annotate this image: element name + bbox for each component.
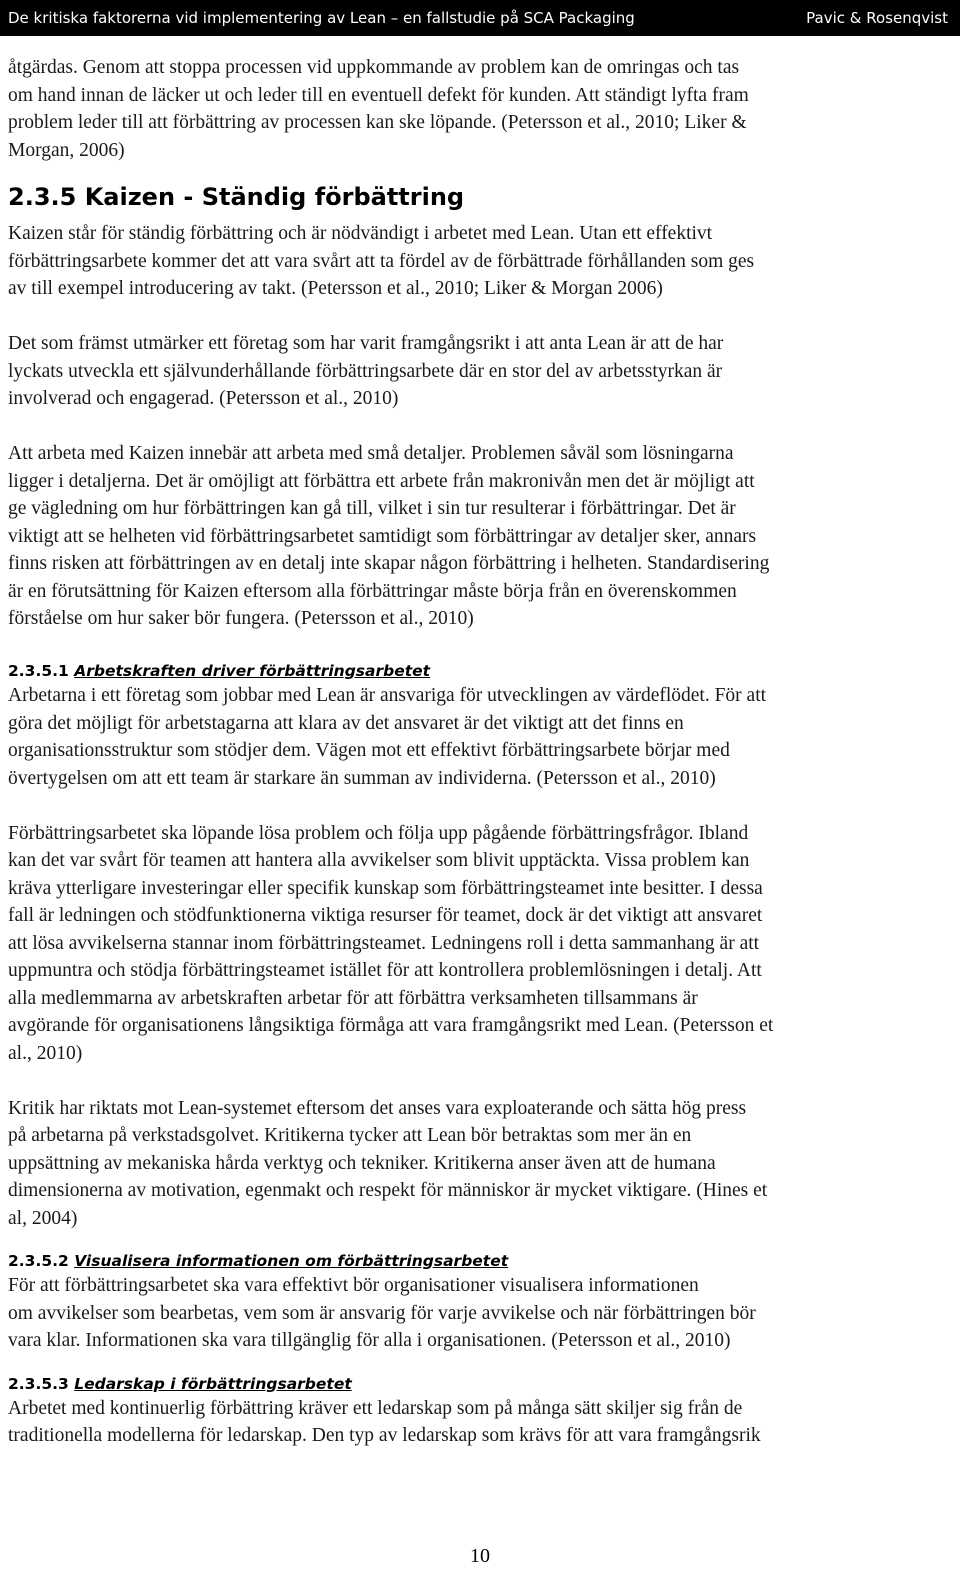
section-heading-2-3-5: 2.3.5 Kaizen - Ständig förbättring [8, 183, 465, 211]
page-body [8, 54, 948, 1450]
page-number: 10 [470, 1545, 490, 1567]
header-authors: Pavic & Rosenqvist [806, 9, 948, 27]
paragraph: Arbetet med kontinuerlig förbättring kräver ett ledarskap som på många sätt skiljer sig från de traditionella modellerna för ledarskap. Den typ av ledarskap som krävs för att vara framgångsrik [8, 1397, 761, 1446]
paragraph: Kaizen står för ständig förbättring och är nödvändigt i arbetet med Lean. Utan ett effektivt förbättringsarbete kommer det att vara svårt att ta fördel av de förbättrade förhållanden som ges av till exempel introducering av takt. (Petersson et al., 2010; Liker & Morgan 2006) [8, 223, 755, 299]
subsection-heading-2-3-5-2: 2.3.5.2 Visualisera informationen om förbättringsarbetet [8, 1252, 509, 1270]
paragraph: Kritik har riktats mot Lean-systemet eftersom det anses vara exploaterande och sätta hög press på arbetarna på verkstadsgolvet. Kritikerna tycker att Lean bör betraktas som mer än en uppsättning av mekaniska hårda verktyg och tekniker. Kritikerna anser även att de humana dimensionerna av motivation, egenmakt och respekt för människor är mycket viktigare. (Hines et al, 2004) [8, 1097, 768, 1229]
header-title: De kritiska faktorerna vid implementering av Lean – en fallstudie på SCA Packaging [8, 9, 635, 27]
paragraph: Förbättringsarbetet ska löpande lösa problem och följa upp pågående förbättringsfrågor. Ibland kan det var svårt för teamen att hantera alla avvikelser som blivit upptäckta. Vissa problem kan kräva ytterligare investeringar eller specifik kunskap som förbättringsteamet inte besitter. I dessa fall är ledningen och stödfunktionerna viktiga resurser för teamet, dock är det viktigt att ansvaret att lösa avvikelserna stannar inom förbättringsteamet. Ledningens roll i detta sammanhang är att uppmuntra och stödja förbättringsteamet istället för att kontrollera problemlösningen i detalj. Att alla medlemmarna av arbetskraften arbetar för att förbättra verksamheten tillsammans är avgörande för organisationens långsiktiga förmåga att vara framgångsrikt med Lean. (Petersson et al., 2010) [8, 822, 774, 1064]
running-header [0, 0, 960, 36]
paragraph: För att förbättringsarbetet ska vara effektivt bör organisationer visualisera informationen om avvikelser som bearbetas, vem som är ansvarig för varje avvikelse och när förbättringen bör vara klar. Informationen ska vara tillgänglig för alla i organisationen. (Petersson et al., 2010) [8, 1275, 756, 1351]
paragraph: Arbetarna i ett företag som jobbar med Lean är ansvariga för utvecklingen av värdeflödet. För att göra det möjligt för arbetstagarna att klara av det ansvaret är det viktigt att det finns en organisationsstruktur som stödjer dem. Vägen mot ett effektivt förbättringsarbete börjar med övertygelsen om att ett team är starkare än summan av individerna. (Petersson et al., 2010) [8, 685, 767, 789]
subsection-heading-2-3-5-1: 2.3.5.1 Arbetskraften driver förbättringsarbetet [8, 662, 431, 680]
paragraph: Att arbeta med Kaizen innebär att arbeta med små detaljer. Problemen såväl som lösningarna ligger i detaljerna. Det är omöjligt att förbättra ett arbete från makronivån men det är möjligt att ge vägledning om hur förbättringen kan gå till, vilket i sin tur resulterar i förbättringar. Det är viktigt att se helheten vid förbättringsarbetet samtidigt som förbättringar av detaljer sker, annars finns risken att förbättringen av en detalj inte skapar någon förbättring i helheten. Standardisering är en förutsättning för Kaizen eftersom alla förbättringar måste börja från en överenskommen förståelse om hur saker bör fungera. (Petersson et al., 2010) [8, 443, 770, 629]
paragraph: Det som främst utmärker ett företag som har varit framgångsrikt i att anta Lean är att de har lyckats utveckla ett självunderhållande förbättringsarbete där en stor del av arbetsstyrkan är involverad och engagerad. (Petersson et al., 2010) [8, 333, 724, 409]
subsection-heading-2-3-5-3: 2.3.5.3 Ledarskap i förbättringsarbetet [8, 1374, 352, 1393]
paragraph: åtgärdas. Genom att stoppa processen vid uppkommande av problem kan de omringas och tas om hand innan de läcker ut och leder till en eventuell defekt för kunden. Att ständigt lyfta fram problem leder till att förbättring av processen kan ske löpande. (Petersson et al., 2010; Liker & Morgan, 2006) [8, 57, 749, 161]
